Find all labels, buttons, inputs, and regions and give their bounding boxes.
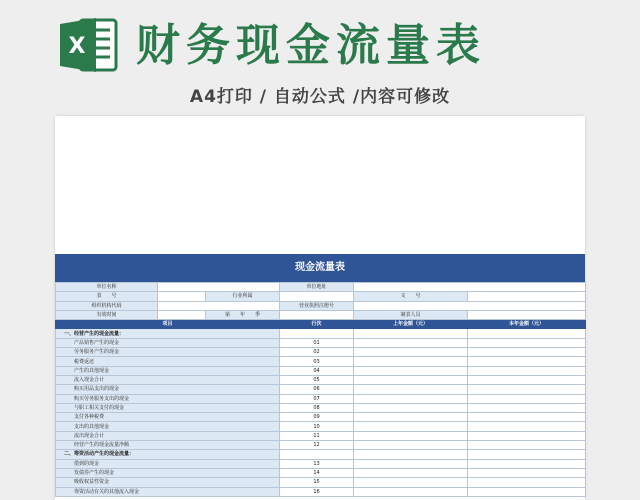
last-year-amount-cell[interactable] <box>354 441 468 450</box>
table-row <box>56 403 586 412</box>
line-number: 14 <box>280 468 354 477</box>
last-year-amount-cell[interactable] <box>354 348 468 357</box>
table-no-label: 表 号 <box>56 292 158 301</box>
item-label: 筹资活动有关的其他流入现金 <box>56 487 280 496</box>
last-year-amount-cell[interactable] <box>354 487 468 496</box>
table-row <box>56 413 586 422</box>
item-label: 产生的其他现金 <box>56 366 280 375</box>
last-year-amount-cell[interactable] <box>354 468 468 477</box>
line-number: 03 <box>280 357 354 366</box>
this-year-amount-cell[interactable] <box>468 459 586 468</box>
item-label: 经营产生的现金流量净额 <box>56 441 280 450</box>
page-subtitle: A4打印 / 自动公式 /内容可修改 <box>189 87 451 107</box>
org-code-label: 组织机构代码 <box>56 301 158 310</box>
unit-name-label: 单位名称 <box>56 283 158 292</box>
cash-flow-table <box>55 282 586 497</box>
table-row <box>56 357 586 366</box>
unit-address-cell[interactable] <box>354 283 586 292</box>
table-row <box>56 450 586 459</box>
item-label: 与职工相关支付的现金 <box>56 403 280 412</box>
item-label: 支出的其他现金 <box>56 422 280 431</box>
line-number: 10 <box>280 422 354 431</box>
preparer-cell[interactable] <box>468 310 586 319</box>
unit-name-cell[interactable] <box>158 283 280 292</box>
table-row <box>56 348 586 357</box>
spreadsheet-preview <box>55 116 585 500</box>
table-row <box>56 366 586 375</box>
item-label: 购买劳务服务支出的现金 <box>56 394 280 403</box>
table-row <box>56 487 586 496</box>
this-year-amount-cell[interactable] <box>468 413 586 422</box>
line-number: 05 <box>280 375 354 384</box>
table-row <box>56 329 586 338</box>
this-year-amount-cell[interactable] <box>468 441 586 450</box>
table-row <box>56 394 586 403</box>
item-label: 借到的现金 <box>56 459 280 468</box>
last-year-amount-cell[interactable] <box>354 357 468 366</box>
table-row <box>56 468 586 477</box>
line-number: 08 <box>280 403 354 412</box>
line-number: 01 <box>280 338 354 347</box>
license-no-label: 营业执照注册号 <box>280 301 354 310</box>
valid-period-label: 有效时间 <box>56 310 158 319</box>
this-year-amount-cell[interactable] <box>468 478 586 487</box>
col-header-last-year: 上年金额（元） <box>354 320 468 329</box>
line-number: 12 <box>280 441 354 450</box>
period-label: 第 年 季 <box>206 310 280 319</box>
table-row <box>56 478 586 487</box>
line-number: 02 <box>280 348 354 357</box>
last-year-amount-cell[interactable] <box>354 431 468 440</box>
table-row <box>56 422 586 431</box>
last-year-amount-cell[interactable] <box>354 413 468 422</box>
industry-label: 行业所属 <box>206 292 280 301</box>
this-year-amount-cell[interactable] <box>468 329 586 338</box>
table-row <box>56 375 586 384</box>
this-year-amount-cell[interactable] <box>468 450 586 459</box>
this-year-amount-cell[interactable] <box>468 422 586 431</box>
item-label: 税费返还 <box>56 357 280 366</box>
info-row-2 <box>56 292 586 301</box>
last-year-amount-cell[interactable] <box>354 478 468 487</box>
unit-address-label: 单位地址 <box>280 283 354 292</box>
item-label: 产品销售产生的现金 <box>56 338 280 347</box>
last-year-amount-cell[interactable] <box>354 366 468 375</box>
line-number: 04 <box>280 366 354 375</box>
line-number <box>280 329 354 338</box>
section-label: 一、经营产生的现金流量： <box>56 329 280 338</box>
doc-no-label: 文 号 <box>354 292 468 301</box>
org-code-cell[interactable] <box>158 301 280 310</box>
this-year-amount-cell[interactable] <box>468 357 586 366</box>
col-header-line: 行次 <box>280 320 354 329</box>
doc-no-cell[interactable] <box>468 292 586 301</box>
preparer-label: 制表人员 <box>354 310 468 319</box>
page-header <box>0 0 640 116</box>
item-label: 流出现金合计 <box>56 431 280 440</box>
table-row <box>56 441 586 450</box>
this-year-amount-cell[interactable] <box>468 338 586 347</box>
table-row <box>56 338 586 347</box>
excel-logo-icon <box>58 14 120 76</box>
this-year-amount-cell[interactable] <box>468 487 586 496</box>
last-year-amount-cell[interactable] <box>354 338 468 347</box>
license-no-cell[interactable] <box>354 301 586 310</box>
line-number: 11 <box>280 431 354 440</box>
item-label: 吸收权益性资金 <box>56 478 280 487</box>
this-year-amount-cell[interactable] <box>468 431 586 440</box>
line-number: 06 <box>280 385 354 394</box>
logo-letter: X <box>68 34 86 59</box>
column-header-row <box>56 320 586 329</box>
info-row-4 <box>56 310 586 319</box>
last-year-amount-cell[interactable] <box>354 422 468 431</box>
line-number: 07 <box>280 394 354 403</box>
valid-period-cell[interactable] <box>158 310 206 319</box>
table-row <box>56 385 586 394</box>
line-number: 09 <box>280 413 354 422</box>
section-label: 二、筹资活动产生的现金流量： <box>56 450 280 459</box>
table-row <box>56 431 586 440</box>
period-cell[interactable] <box>280 310 354 319</box>
this-year-amount-cell[interactable] <box>468 468 586 477</box>
item-label: 流入现金合计 <box>56 375 280 384</box>
item-label: 发债券产生的现金 <box>56 468 280 477</box>
table-row <box>56 459 586 468</box>
item-label: 劳务服务产生的现金 <box>56 348 280 357</box>
last-year-amount-cell[interactable] <box>354 450 468 459</box>
last-year-amount-cell[interactable] <box>354 385 468 394</box>
last-year-amount-cell[interactable] <box>354 403 468 412</box>
this-year-amount-cell[interactable] <box>468 385 586 394</box>
item-label: 支付各种税费 <box>56 413 280 422</box>
line-number: 15 <box>280 478 354 487</box>
this-year-amount-cell[interactable] <box>468 348 586 357</box>
col-header-item: 项目 <box>56 320 280 329</box>
industry-cell[interactable] <box>280 292 354 301</box>
col-header-this-year: 本年金额（元） <box>468 320 586 329</box>
line-number: 16 <box>280 487 354 496</box>
item-label: 购买用品支出的现金 <box>56 385 280 394</box>
this-year-amount-cell[interactable] <box>468 394 586 403</box>
this-year-amount-cell[interactable] <box>468 403 586 412</box>
last-year-amount-cell[interactable] <box>354 375 468 384</box>
line-number: 13 <box>280 459 354 468</box>
line-number <box>280 450 354 459</box>
table-no-cell[interactable] <box>158 292 206 301</box>
this-year-amount-cell[interactable] <box>468 366 586 375</box>
last-year-amount-cell[interactable] <box>354 329 468 338</box>
last-year-amount-cell[interactable] <box>354 459 468 468</box>
sheet-title: 现金流量表 <box>55 254 585 282</box>
last-year-amount-cell[interactable] <box>354 394 468 403</box>
info-row-3 <box>56 301 586 310</box>
this-year-amount-cell[interactable] <box>468 375 586 384</box>
info-row-1 <box>56 283 586 292</box>
page-title: 财务现金流量表 <box>136 20 486 71</box>
